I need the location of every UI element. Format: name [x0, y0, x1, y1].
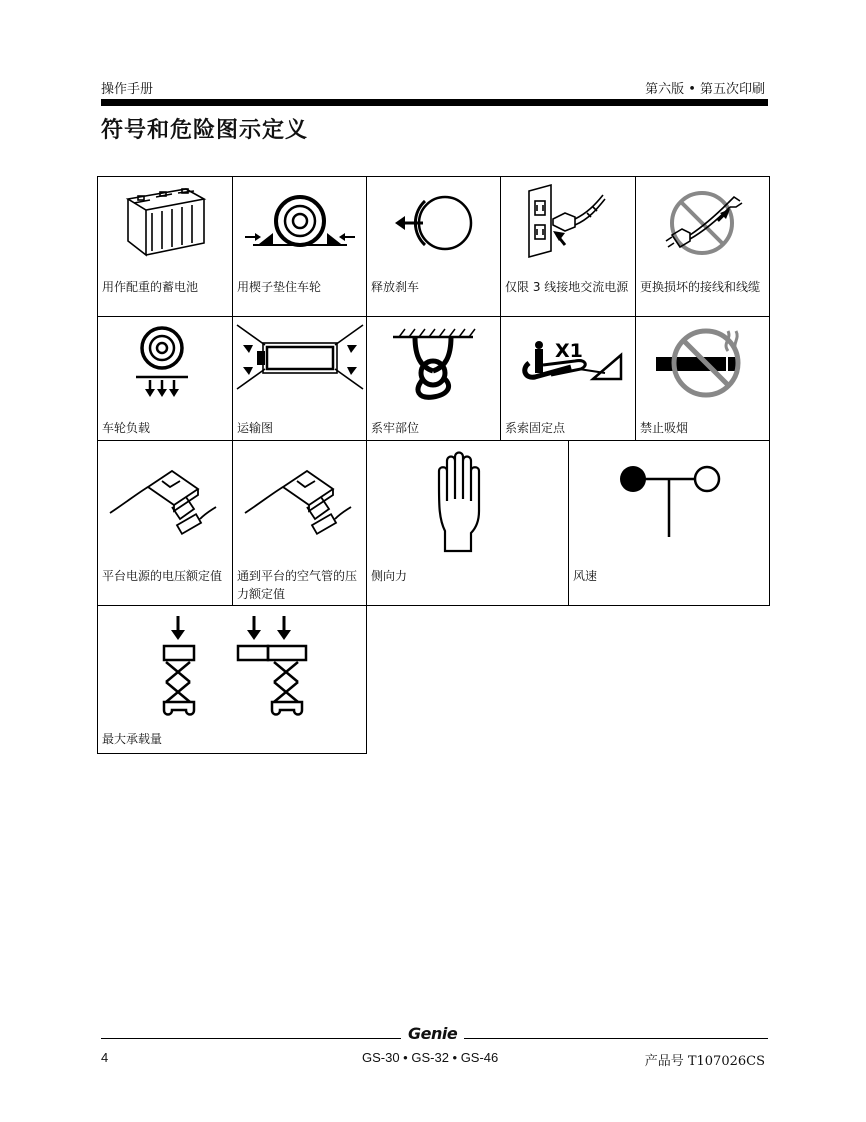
symbol-cell-no-smoking: [635, 316, 770, 441]
plug-outlet-icon: [501, 177, 637, 277]
symbol-label: 更换损坏的接线和线缆: [640, 280, 761, 294]
max-capacity-icon: [98, 606, 368, 721]
symbol-label: 系索固定点: [505, 421, 566, 435]
symbol-cell-max-capacity: [97, 605, 367, 754]
symbol-label: 用作配重的蓄电池: [102, 280, 199, 294]
symbol-label: 风速: [573, 569, 598, 583]
platform-power-icon: [98, 441, 234, 561]
symbol-label: 禁止吸烟: [640, 421, 689, 435]
page-title: 符号和危险图示定义: [101, 118, 309, 143]
symbol-label: 仅限 3 线接地交流电源: [505, 280, 629, 294]
symbol-cell-platform-power: [97, 440, 233, 606]
symbol-cell-brake-release: [366, 176, 501, 317]
page-number: 4: [101, 1050, 109, 1065]
damaged-cord-icon: [636, 177, 771, 277]
chocked-wheel-icon: [233, 177, 368, 277]
symbol-cell-side-force: [366, 440, 569, 606]
symbol-label: 释放刹车: [371, 280, 420, 294]
symbol-cell-tie-down: [366, 316, 501, 441]
symbol-label: 车轮负载: [102, 421, 151, 435]
wind-speed-icon: [569, 441, 771, 561]
symbol-cell-air-line: [232, 440, 367, 606]
footer-product-number: 产品号 T107026CS: [644, 1054, 765, 1069]
symbol-label: 用楔子垫住车轮: [237, 280, 322, 294]
tie-down-icon: [367, 317, 502, 417]
footer-rule-left: [101, 1038, 401, 1039]
symbol-label: 运输图: [237, 421, 274, 435]
header-edition: 第六版 • 第五次印刷: [645, 82, 765, 97]
symbol-cell-damaged-cord: [635, 176, 770, 317]
header-rule: [101, 99, 768, 106]
symbol-cell-lashing-point: [500, 316, 636, 441]
symbol-label: 平台电源的电压额定值: [102, 569, 223, 583]
hand-icon: [367, 441, 570, 561]
symbol-cell-wheel-load: [97, 316, 233, 441]
brake-release-icon: [367, 177, 502, 277]
header-manual-title: 操作手册: [101, 82, 154, 97]
lashing-multiplier: X1: [555, 340, 583, 362]
battery-icon: [98, 177, 234, 277]
lashing-point-icon: [501, 317, 637, 417]
symbol-cell-battery: [97, 176, 233, 317]
symbol-cell-chocked-wheel: [232, 176, 367, 317]
no-smoking-icon: [636, 317, 771, 417]
transport-diagram-icon: [233, 317, 368, 417]
footer-rule-right: [464, 1038, 768, 1039]
symbol-label: 最大承载量: [102, 732, 163, 746]
symbol-cell-wind-speed: [568, 440, 770, 606]
wheel-load-icon: [98, 317, 234, 417]
genie-logo: Genie: [408, 1024, 458, 1043]
footer-models: GS-30 • GS-32 • GS-46: [362, 1050, 499, 1065]
symbol-cell-plug-outlet: [500, 176, 636, 317]
symbol-label: 侧向力: [371, 569, 408, 583]
symbol-label: 系牢部位: [371, 421, 420, 435]
symbol-label: 通到平台的空气管的压力额定值: [237, 569, 358, 601]
air-line-icon: [233, 441, 368, 561]
symbol-cell-transport: [232, 316, 367, 441]
